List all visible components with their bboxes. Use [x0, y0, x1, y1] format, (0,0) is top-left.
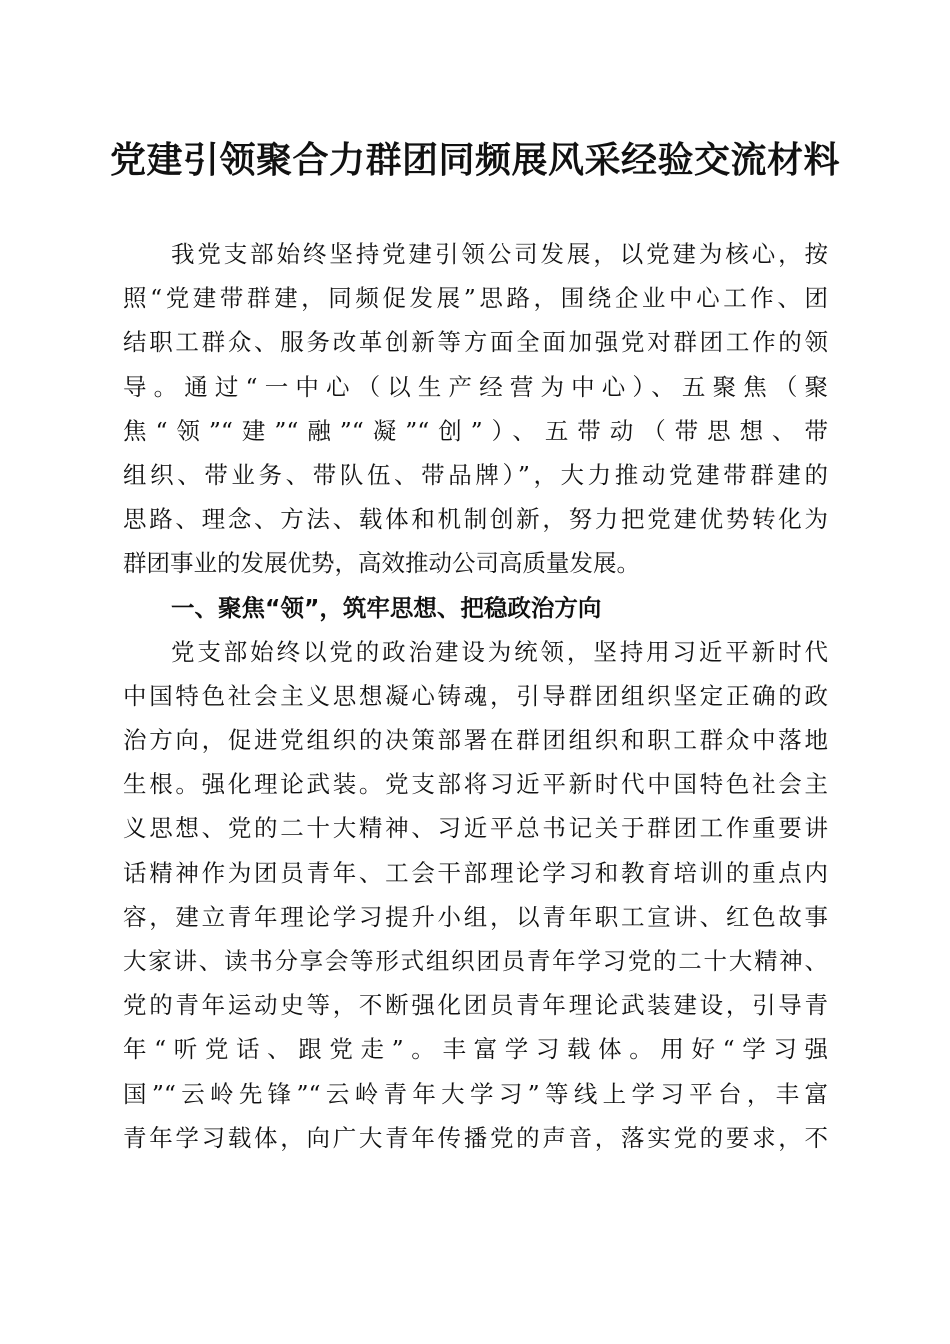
section-heading: 一、聚焦“领”，筑牢思想、把稳政治方向	[171, 593, 602, 622]
paragraph-line: 思路、理念、方法、载体和机制创新，努力把党建优势转化为	[123, 505, 828, 534]
paragraph-line: 年“听党话、跟党走”。丰富学习载体。用好“学习强	[123, 1035, 828, 1064]
paragraph-line: 我党支部始终坚持党建引领公司发展，以党建为核心，按	[171, 240, 828, 268]
paragraph-line: 导。通过“一中心（以生产经营为中心）、五聚焦（聚	[123, 372, 828, 401]
paragraph-line: 容，建立青年理论学习提升小组，以青年职工宣讲、红色故事	[123, 902, 828, 931]
paragraph-line: 义思想、党的二十大精神、习近平总书记关于群团工作重要讲	[123, 814, 828, 843]
paragraph-line: 生根。强化理论武装。党支部将习近平新时代中国特色社会主	[123, 770, 828, 799]
paragraph-line: 组织、带业务、带队伍、带品牌）”，大力推动党建带群建的	[123, 460, 828, 489]
paragraph-line: 青年学习载体，向广大青年传播党的声音，落实党的要求，不	[123, 1123, 828, 1152]
paragraph-line: 党的青年运动史等，不断强化团员青年理论武装建设，引导青	[123, 991, 828, 1020]
paragraph-line: 中国特色社会主义思想凝心铸魂，引导群团组织坚定正确的政	[123, 681, 828, 710]
paragraph-line: 治方向，促进党组织的决策部署在群团组织和职工群众中落地	[123, 726, 828, 755]
paragraph-line: 焦“领”“建”“融”“凝”“创”）、五带动（带思想、带	[123, 416, 828, 445]
paragraph-line: 结职工群众、服务改革创新等方面全面加强党对群团工作的领	[123, 328, 828, 357]
paragraph-line: 照“党建带群建，同频促发展”思路，围绕企业中心工作、团	[123, 284, 828, 313]
paragraph-line: 群团事业的发展优势，高效推动公司高质量发展。	[123, 549, 640, 578]
paragraph-line: 党支部始终以党的政治建设为统领，坚持用习近平新时代	[171, 637, 828, 666]
document-body	[123, 232, 828, 1160]
paragraph-line: 话精神作为团员青年、工会干部理论学习和教育培训的重点内	[123, 858, 828, 887]
paragraph-line: 国”“云岭先锋”“云岭青年大学习”等线上学习平台，丰富	[123, 1079, 828, 1108]
paragraph-line: 大家讲、读书分享会等形式组织团员青年学习党的二十大精神、	[123, 947, 828, 975]
document-title: 党建引领聚合力群团同频展风采经验交流材料	[109, 139, 840, 181]
